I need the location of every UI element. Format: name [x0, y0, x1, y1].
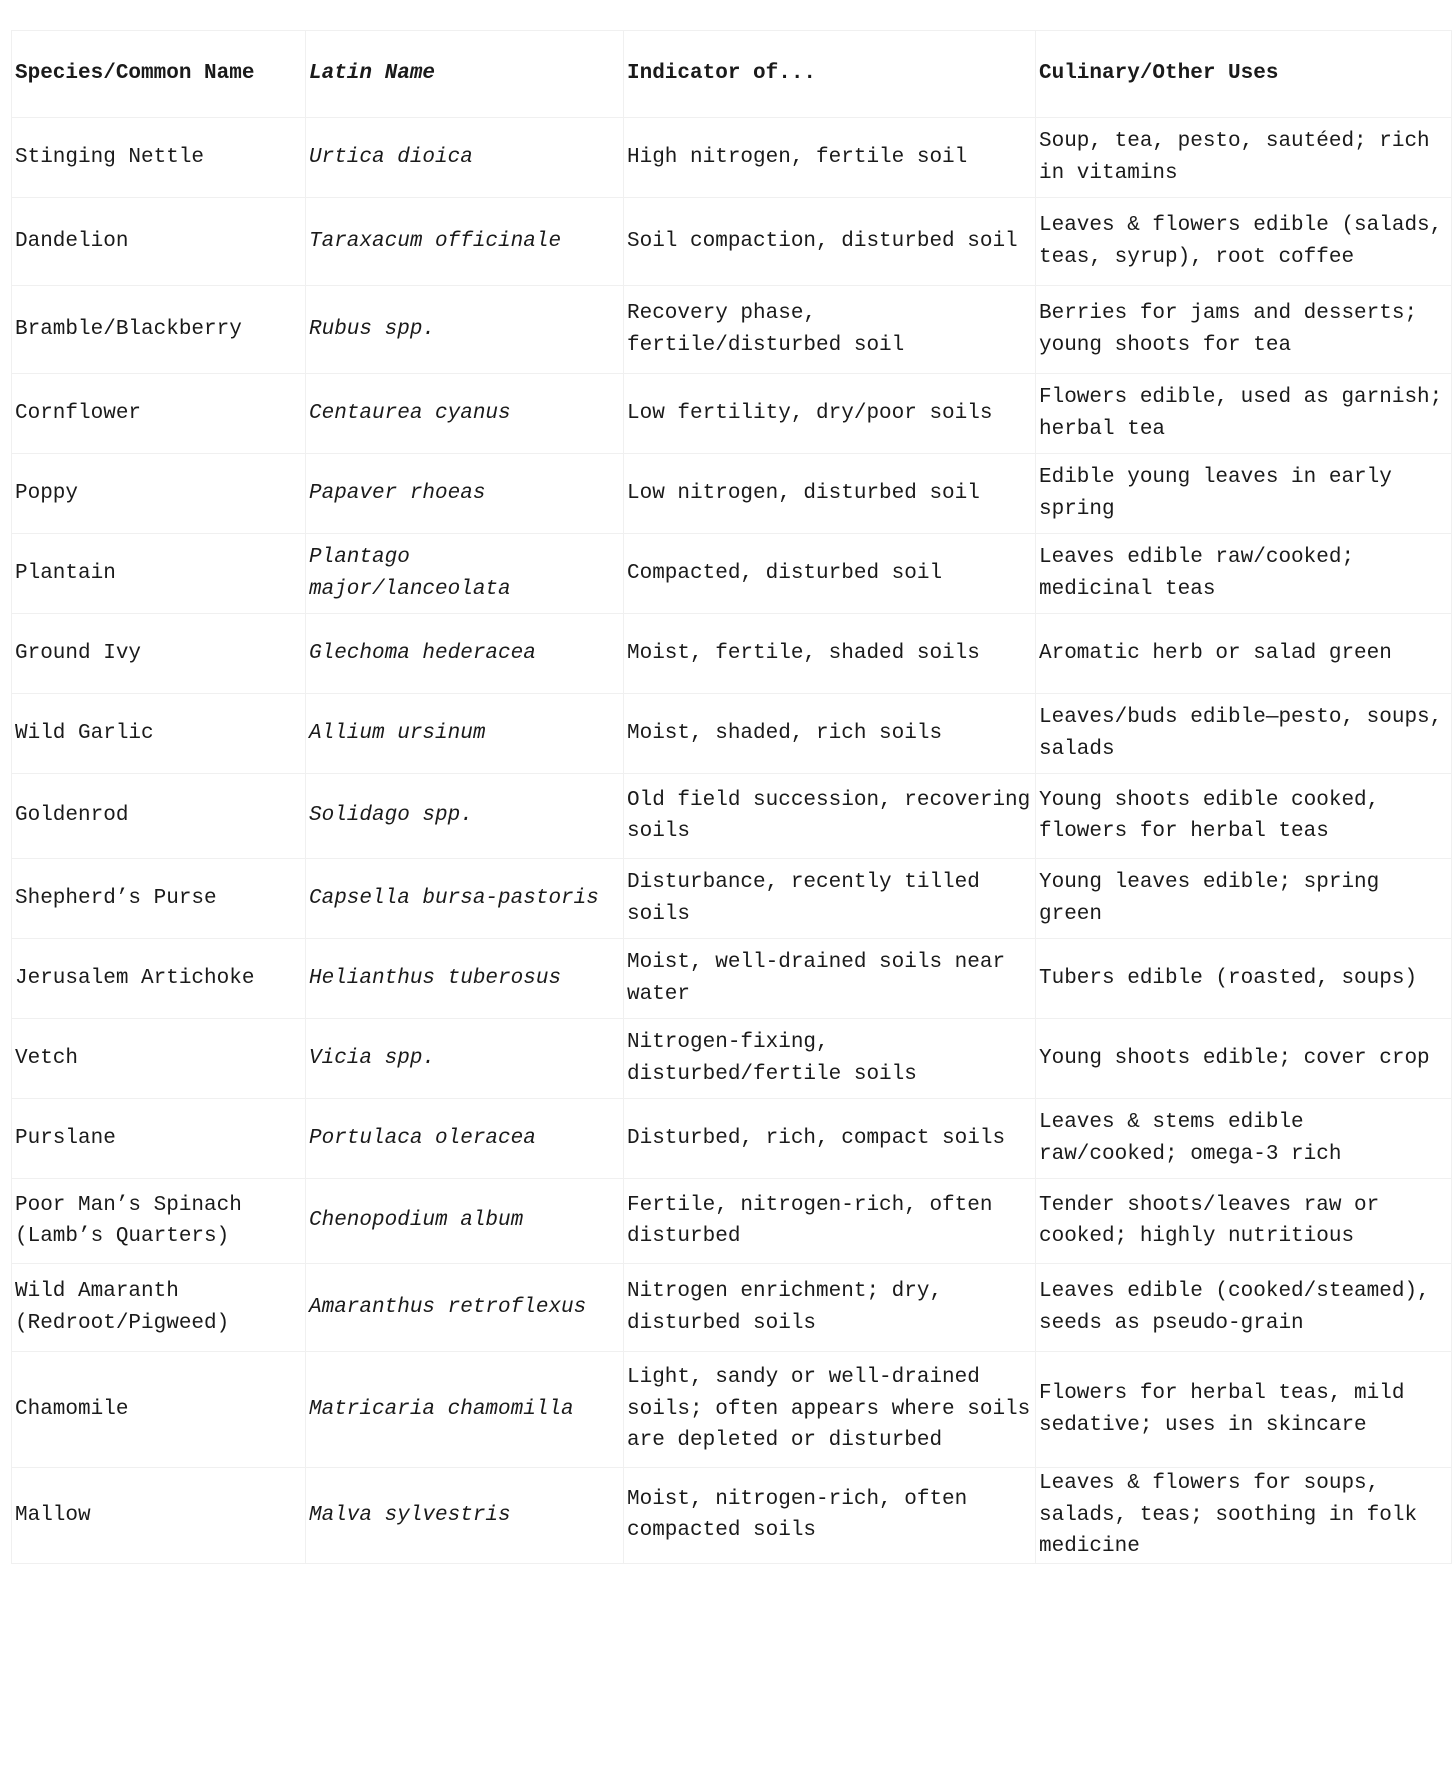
common-name-cell: Vetch [12, 1019, 306, 1099]
latin-name-cell: Amaranthus retroflexus [306, 1264, 624, 1352]
common-name-cell: Shepherd’s Purse [12, 859, 306, 939]
indicator-cell: Low nitrogen, disturbed soil [624, 454, 1036, 534]
common-name-cell: Purslane [12, 1099, 306, 1179]
table-row [12, 614, 1452, 694]
indicator-cell: Moist, nitrogen-rich, often compacted soils [624, 1468, 1036, 1564]
latin-name-cell: Papaver rhoeas [306, 454, 624, 534]
table-row [12, 1019, 1452, 1099]
table-header-row [12, 31, 1452, 118]
common-name-cell: Stinging Nettle [12, 118, 306, 198]
column-header-common-name: Species/Common Name [12, 31, 306, 118]
uses-cell: Leaves & stems edible raw/cooked; omega-3 rich [1036, 1099, 1452, 1179]
indicator-cell: Disturbance, recently tilled soils [624, 859, 1036, 939]
uses-cell: Leaves edible raw/cooked; medicinal teas [1036, 534, 1452, 614]
uses-cell: Leaves/buds edible—pesto, soups, salads [1036, 694, 1452, 774]
indicator-cell: Light, sandy or well-drained soils; often appears where soils are depleted or disturbed [624, 1352, 1036, 1468]
latin-name-cell: Urtica dioica [306, 118, 624, 198]
uses-cell: Young shoots edible; cover crop [1036, 1019, 1452, 1099]
table-row [12, 534, 1452, 614]
indicator-cell: High nitrogen, fertile soil [624, 118, 1036, 198]
uses-cell: Edible young leaves in early spring [1036, 454, 1452, 534]
indicator-cell: Soil compaction, disturbed soil [624, 198, 1036, 286]
indicator-cell: Fertile, nitrogen-rich, often disturbed [624, 1179, 1036, 1264]
common-name-cell: Jerusalem Artichoke [12, 939, 306, 1019]
table-row [12, 118, 1452, 198]
latin-name-cell: Vicia spp. [306, 1019, 624, 1099]
indicator-cell: Moist, well-drained soils near water [624, 939, 1036, 1019]
indicator-cell: Low fertility, dry/poor soils [624, 374, 1036, 454]
indicator-cell: Old field succession, recovering soils [624, 774, 1036, 859]
uses-cell: Leaves & flowers edible (salads, teas, syrup), root coffee [1036, 198, 1452, 286]
common-name-cell: Cornflower [12, 374, 306, 454]
uses-cell: Tubers edible (roasted, soups) [1036, 939, 1452, 1019]
table-row [12, 774, 1452, 859]
indicator-cell: Moist, fertile, shaded soils [624, 614, 1036, 694]
indicator-cell: Recovery phase, fertile/disturbed soil [624, 286, 1036, 374]
common-name-cell: Wild Amaranth (Redroot/Pigweed) [12, 1264, 306, 1352]
table-row [12, 1352, 1452, 1468]
plant-indicator-table [11, 30, 1452, 1564]
column-header-uses: Culinary/Other Uses [1036, 31, 1452, 118]
uses-cell: Soup, tea, pesto, sautéed; rich in vitamins [1036, 118, 1452, 198]
latin-name-cell: Matricaria chamomilla [306, 1352, 624, 1468]
common-name-cell: Goldenrod [12, 774, 306, 859]
table-row [12, 374, 1452, 454]
uses-cell: Flowers for herbal teas, mild sedative; uses in skincare [1036, 1352, 1452, 1468]
table-body [12, 118, 1452, 1564]
table-row [12, 1179, 1452, 1264]
common-name-cell: Bramble/Blackberry [12, 286, 306, 374]
uses-cell: Young leaves edible; spring green [1036, 859, 1452, 939]
common-name-cell: Poor Man’s Spinach (Lamb’s Quarters) [12, 1179, 306, 1264]
table-row [12, 859, 1452, 939]
latin-name-cell: Plantago major/lanceolata [306, 534, 624, 614]
uses-cell: Leaves edible (cooked/steamed), seeds as pseudo-grain [1036, 1264, 1452, 1352]
latin-name-cell: Rubus spp. [306, 286, 624, 374]
uses-cell: Young shoots edible cooked, flowers for herbal teas [1036, 774, 1452, 859]
latin-name-cell: Taraxacum officinale [306, 198, 624, 286]
uses-cell: Tender shoots/leaves raw or cooked; highly nutritious [1036, 1179, 1452, 1264]
table-row [12, 1468, 1452, 1564]
common-name-cell: Ground Ivy [12, 614, 306, 694]
uses-cell: Aromatic herb or salad green [1036, 614, 1452, 694]
uses-cell: Leaves & flowers for soups, salads, teas; soothing in folk medicine [1036, 1468, 1452, 1564]
common-name-cell: Dandelion [12, 198, 306, 286]
latin-name-cell: Capsella bursa-pastoris [306, 859, 624, 939]
common-name-cell: Poppy [12, 454, 306, 534]
latin-name-cell: Chenopodium album [306, 1179, 624, 1264]
latin-name-cell: Malva sylvestris [306, 1468, 624, 1564]
latin-name-cell: Helianthus tuberosus [306, 939, 624, 1019]
indicator-cell: Compacted, disturbed soil [624, 534, 1036, 614]
table-row [12, 1264, 1452, 1352]
latin-name-cell: Allium ursinum [306, 694, 624, 774]
latin-name-cell: Glechoma hederacea [306, 614, 624, 694]
common-name-cell: Mallow [12, 1468, 306, 1564]
table-row [12, 454, 1452, 534]
table-row [12, 694, 1452, 774]
uses-cell: Berries for jams and desserts; young shoots for tea [1036, 286, 1452, 374]
latin-name-cell: Solidago spp. [306, 774, 624, 859]
indicator-cell: Nitrogen enrichment; dry, disturbed soils [624, 1264, 1036, 1352]
indicator-cell: Disturbed, rich, compact soils [624, 1099, 1036, 1179]
uses-cell: Flowers edible, used as garnish; herbal tea [1036, 374, 1452, 454]
common-name-cell: Wild Garlic [12, 694, 306, 774]
indicator-cell: Moist, shaded, rich soils [624, 694, 1036, 774]
indicator-cell: Nitrogen-fixing, disturbed/fertile soils [624, 1019, 1036, 1099]
latin-name-cell: Centaurea cyanus [306, 374, 624, 454]
table-row [12, 198, 1452, 286]
table-row [12, 939, 1452, 1019]
column-header-latin-name: Latin Name [306, 31, 624, 118]
table-row [12, 1099, 1452, 1179]
column-header-indicator: Indicator of... [624, 31, 1036, 118]
table-row [12, 286, 1452, 374]
common-name-cell: Chamomile [12, 1352, 306, 1468]
latin-name-cell: Portulaca oleracea [306, 1099, 624, 1179]
plant-indicator-document [11, 30, 1451, 1564]
common-name-cell: Plantain [12, 534, 306, 614]
